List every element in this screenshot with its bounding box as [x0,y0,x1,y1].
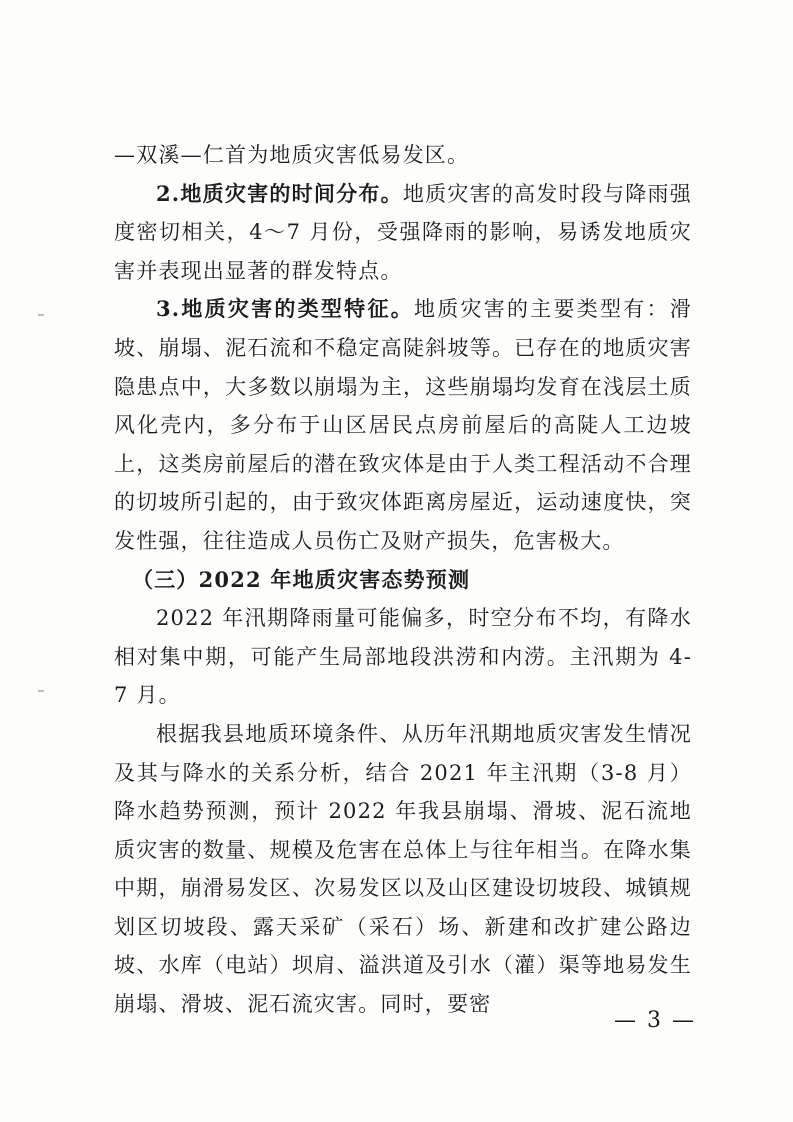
section-heading: （三）2022 年地质灾害态势预测 [132,566,471,592]
page-number: — 3 — [614,1008,696,1033]
paragraph-lead: 2.地质灾害的时间分布。 [156,180,403,206]
scan-mark [38,314,44,316]
paragraph-text: 地质灾害的高发时段与降雨强度密切相关，4～7 月份，受强降雨的影响，易诱发地质灾害并表现出显著的群发特点。 [114,181,692,283]
paragraph-text: 地质灾害的主要类型有：滑坡、崩塌、泥石流和不稳定高陡斜坡等。已存在的地质灾害隐患点中，大多数以崩塌为主，这些崩塌均发育在浅层土质风化壳内，多分布于山区居民点房前屋后的高陡人工边坡上，这类房前屋后的潜在致灾体是由于人类工程活动不合理的切坡所引起的，由于致灾体距离房屋近，运动速度快，突发性强，往往造成人员伤亡及财产损失，危害极大。 [114,297,693,553]
document-body [114,136,692,1024]
paragraph-text: 2022 年汛期降雨量可能偏多，时空分布不均，有降水相对集中期，可能产生局部地段洪涝和内涝。主汛期为 4-7 月。 [114,606,692,708]
scan-mark [38,690,44,692]
paragraph-forecast-analysis [114,715,692,1024]
paragraph-text: —双溪—仁首为地质灾害低易发区。 [114,143,470,167]
paragraph-text: 根据我县地质环境条件、从历年汛期地质灾害发生情况及其与降水的关系分析，结合 2021 年主汛期（3-8 月）降水趋势预测，预计 2022 年我县崩塌、滑坡、泥石流地质灾害的数量、规模及危害在总体上与往年相当。在降水集中期，崩滑易发区、次易发区以及山区建设切坡段、城镇规划区切坡段、露天采矿（采石）场、新建和改扩建公路边坡、水库（电站）坝肩、溢洪道及引水（灌）渠等地易发生崩塌、滑坡、泥石流灾害。同时，要密 [114,721,692,1017]
paragraph-forecast-rainfall [114,599,692,715]
paragraph-continuation [114,136,692,175]
paragraph-time-distribution [114,175,692,291]
paragraph-type-features [114,290,692,560]
paragraph-lead: 3.地质灾害的类型特征。 [156,296,414,322]
